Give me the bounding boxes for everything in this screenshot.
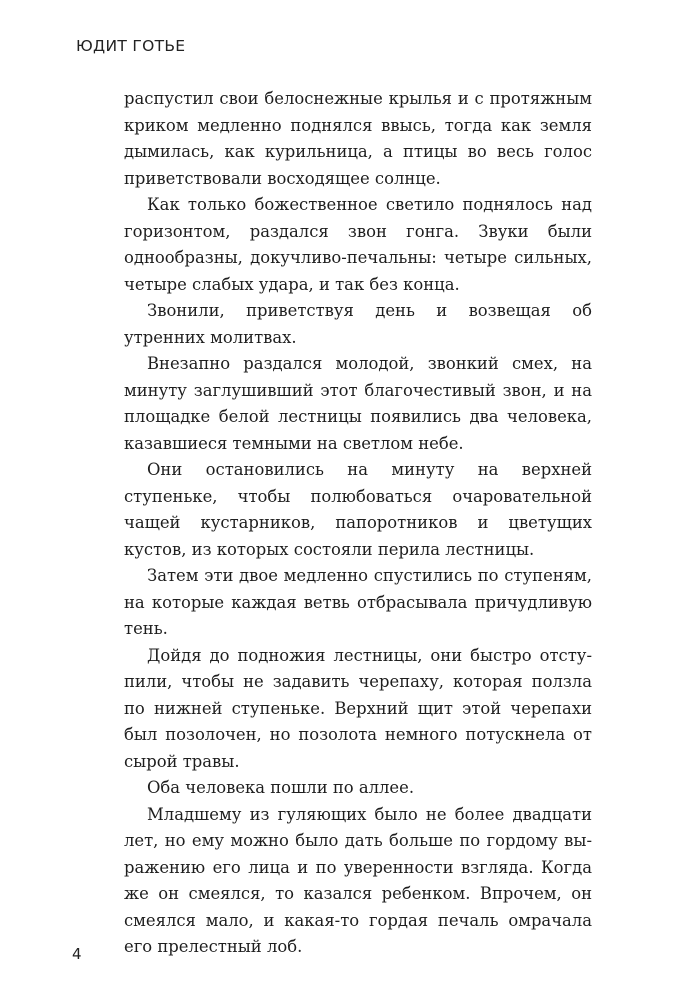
paragraph-4: Внезапно раздался молодой, звонкий смех, на минуту заглушивший этот благочестивый звон, и на площадке белой лестницы появились два человека, казавшиеся темными на светлом небе. (124, 354, 592, 453)
page-number: 4 (72, 945, 82, 963)
paragraph-3: Звонили, приветствуя день и возвещая об утренних молитвах. (124, 301, 592, 347)
running-title: ЮДИТ ГОТЬЕ (76, 37, 186, 55)
paragraph-6: Затем эти двое медленно спустились по ступеням, на которые каждая ветвь отбрасывала причудливую тень. (124, 566, 592, 638)
paragraph-1: распустил свои белоснежные крылья и с протяжным криком медленно поднялся ввысь, тогда как земля дымилась, как курильница, а птицы во весь голос приветствовали восходящее солнце. (124, 89, 592, 188)
text-block (124, 86, 592, 961)
paragraph-7: Дойдя до подножия лестницы, они быстро отступили, чтобы не задавить черепаху, которая ползла по нижней ступеньке. Верхний щит этой черепахи был позолочен, но позолота немного потускнела от сырой травы. (124, 645, 592, 771)
paragraph-8: Оба человека пошли по аллее. (147, 778, 415, 797)
paragraph-5: Они остановились на минуту на верхней ступеньке, чтобы полюбоваться очаровательной чащей кустарников, папоротников и цветущих кустов, из которых состояли перила лестницы. (124, 460, 592, 559)
paragraph-9: Младшему из гуляющих было не более двадцати лет, но ему можно было дать больше по гордому выражению его лица и по уверенности взгляда. Когда же он смеялся, то казался ребенком. Впрочем, он смеялся мало, и какая-то гордая печаль омрачала его прелестный лоб. (124, 804, 592, 956)
paragraph-2: Как только божественное светило поднялось над горизонтом, раздался звон гонга. Звуки были однообразны, докучливо-печальны: четыре сильных, четыре слабых удара, и так без конца. (124, 195, 592, 294)
